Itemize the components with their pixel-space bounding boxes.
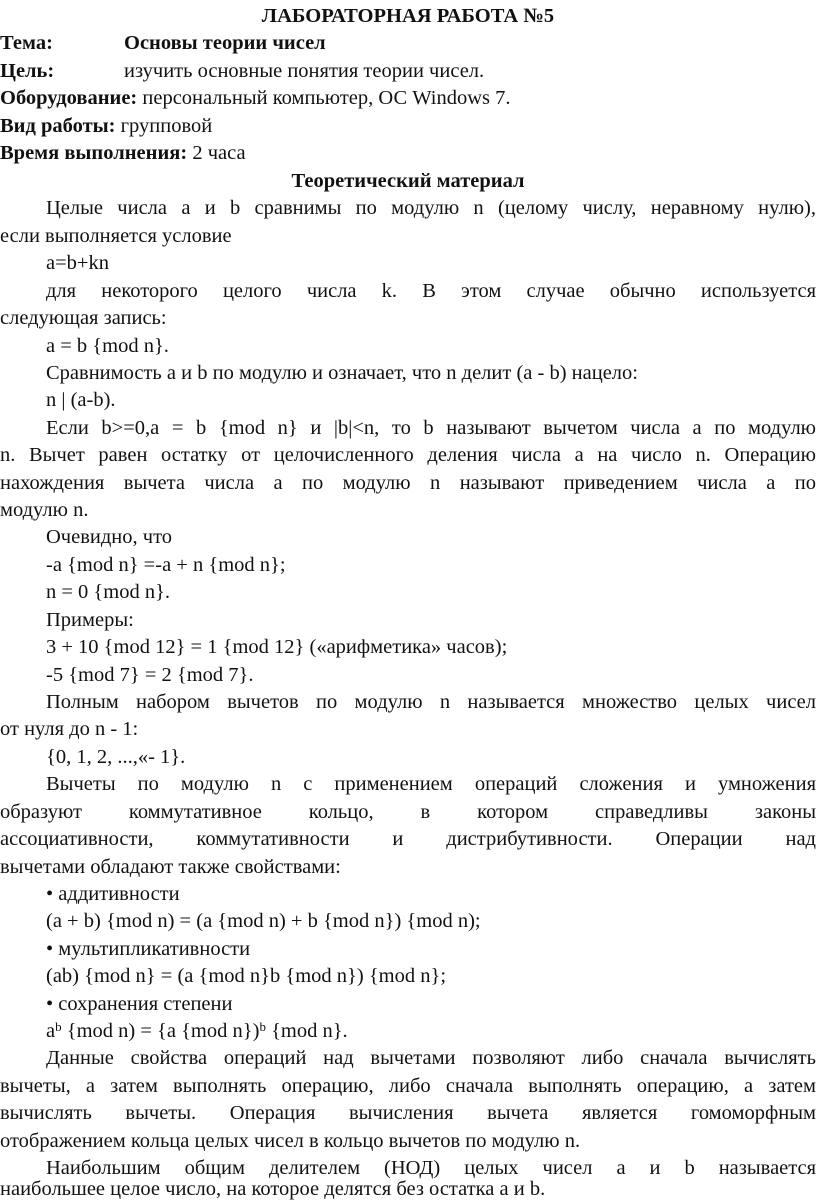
goal-line: [0, 58, 816, 85]
text-line: если выполняется условие: [0, 225, 232, 247]
power-formula-line: [0, 1018, 816, 1045]
section-title: Теоретический материал: [291, 170, 525, 192]
worktype-label: Вид работы:: [0, 115, 116, 137]
text-line: вычеты, а затем выполнять операцию, либо сначала выполнять операцию, а затем: [0, 1075, 816, 1097]
formula-line: -5 {mod 7} = 2 {mod 7}.: [46, 664, 254, 686]
equipment-label: Оборудование:: [0, 87, 138, 109]
text-line: отображением кольца целых чисел в кольцо вычетов по модулю n.: [0, 1130, 581, 1152]
text-line: Примеры:: [46, 609, 134, 631]
list-item: • мультипликативности: [46, 938, 251, 960]
power-middle: {mod n) = {a {mod n}): [61, 1020, 260, 1042]
text-line: образуют коммутативное кольцо, в котором справедливы законы: [0, 801, 816, 823]
list-item: • аддитивности: [46, 883, 180, 905]
document-title: ЛАБОРАТОРНАЯ РАБОТА №5: [261, 5, 555, 27]
text-line: Очевидно, что: [46, 526, 173, 548]
equipment-line: [0, 85, 816, 112]
list-item: • сохранения степени: [46, 993, 233, 1015]
formula-line: 3 + 10 {mod 12} = 1 {mod 12} («арифметика» часов);: [46, 636, 508, 658]
worktype-line: [0, 113, 816, 140]
time-value: 2 часа: [192, 142, 246, 164]
text-line: модулю n.: [0, 499, 89, 521]
time-label: Время выполнения:: [0, 142, 188, 164]
equipment-value: персональный компьютер, ОС Windows 7.: [142, 87, 511, 109]
text-line: Данные свойства операций над вычетами позволяют либо сначала вычислять: [46, 1047, 816, 1069]
text-line: Сравнимость a и b по модулю и означает, что n делит (a - b) нацело:: [46, 362, 638, 384]
power-exponent-2: b: [259, 1019, 266, 1034]
text-line: Если b>=0,a = b {mod n} и |b|<n, то b называют вычетом числа a по модулю: [46, 417, 816, 439]
text-line: Наибольшим общим делителем (НОД) целых чисел a и b называется: [46, 1157, 816, 1179]
text-line: для некоторого целого числа k. В этом случае обычно используется: [46, 280, 816, 302]
formula-line: n | (a-b).: [46, 389, 116, 411]
text-line: нахождения вычета числа a по модулю n называют приведением числа a по: [0, 472, 816, 494]
topic-line: [0, 30, 816, 57]
formula-line: n = 0 {mod n}.: [46, 581, 171, 603]
formula-line: -a {mod n} =-a + n {mod n};: [46, 554, 286, 576]
text-line: наибольшее целое число, на которое делятся без остатка a и b.: [0, 1178, 546, 1200]
goal-label: Цель:: [0, 60, 55, 82]
formula-line: a = b {mod n}.: [46, 335, 169, 357]
text-line: Целые числа a и b сравнимы по модулю n (целому числу, неравному нулю),: [46, 197, 816, 219]
time-line: [0, 140, 816, 167]
power-tail: {mod n}.: [265, 1020, 348, 1042]
goal-value: изучить основные понятия теории чисел.: [124, 60, 485, 82]
text-line: n. Вычет равен остатку от целочисленного деления числа a на число n. Операцию: [0, 444, 816, 466]
text-line: Вычеты по модулю n с применением операций сложения и умножения: [46, 773, 816, 795]
topic-value: Основы теории чисел: [124, 32, 326, 54]
text-line: вычетами обладают также свойствами:: [0, 856, 341, 878]
topic-label: Тема:: [0, 32, 53, 54]
power-exponent: b: [55, 1019, 62, 1034]
text-line: от нуля до n - 1:: [0, 718, 139, 740]
text-line: вычислять вычеты. Операция вычисления вычета является гомоморфным: [0, 1102, 816, 1124]
formula-line: (a + b) {mod n) = (a {mod n) + b {mod n}) {mod n);: [46, 910, 481, 932]
text-line: Полным набором вычетов по модулю n называется множество целых чисел: [46, 691, 816, 713]
text-line: ассоциативности, коммутативности и дистрибутивности. Операции над: [0, 828, 816, 850]
formula-line: (ab) {mod n} = (a {mod n}b {mod n}) {mod n};: [46, 965, 447, 987]
formula-line: {0, 1, 2, ...,«- 1}.: [46, 746, 186, 768]
text-line: следующая запись:: [0, 307, 167, 329]
worktype-value: групповой: [120, 115, 213, 137]
power-base: a: [46, 1020, 56, 1042]
formula-line: a=b+kn: [46, 252, 109, 274]
